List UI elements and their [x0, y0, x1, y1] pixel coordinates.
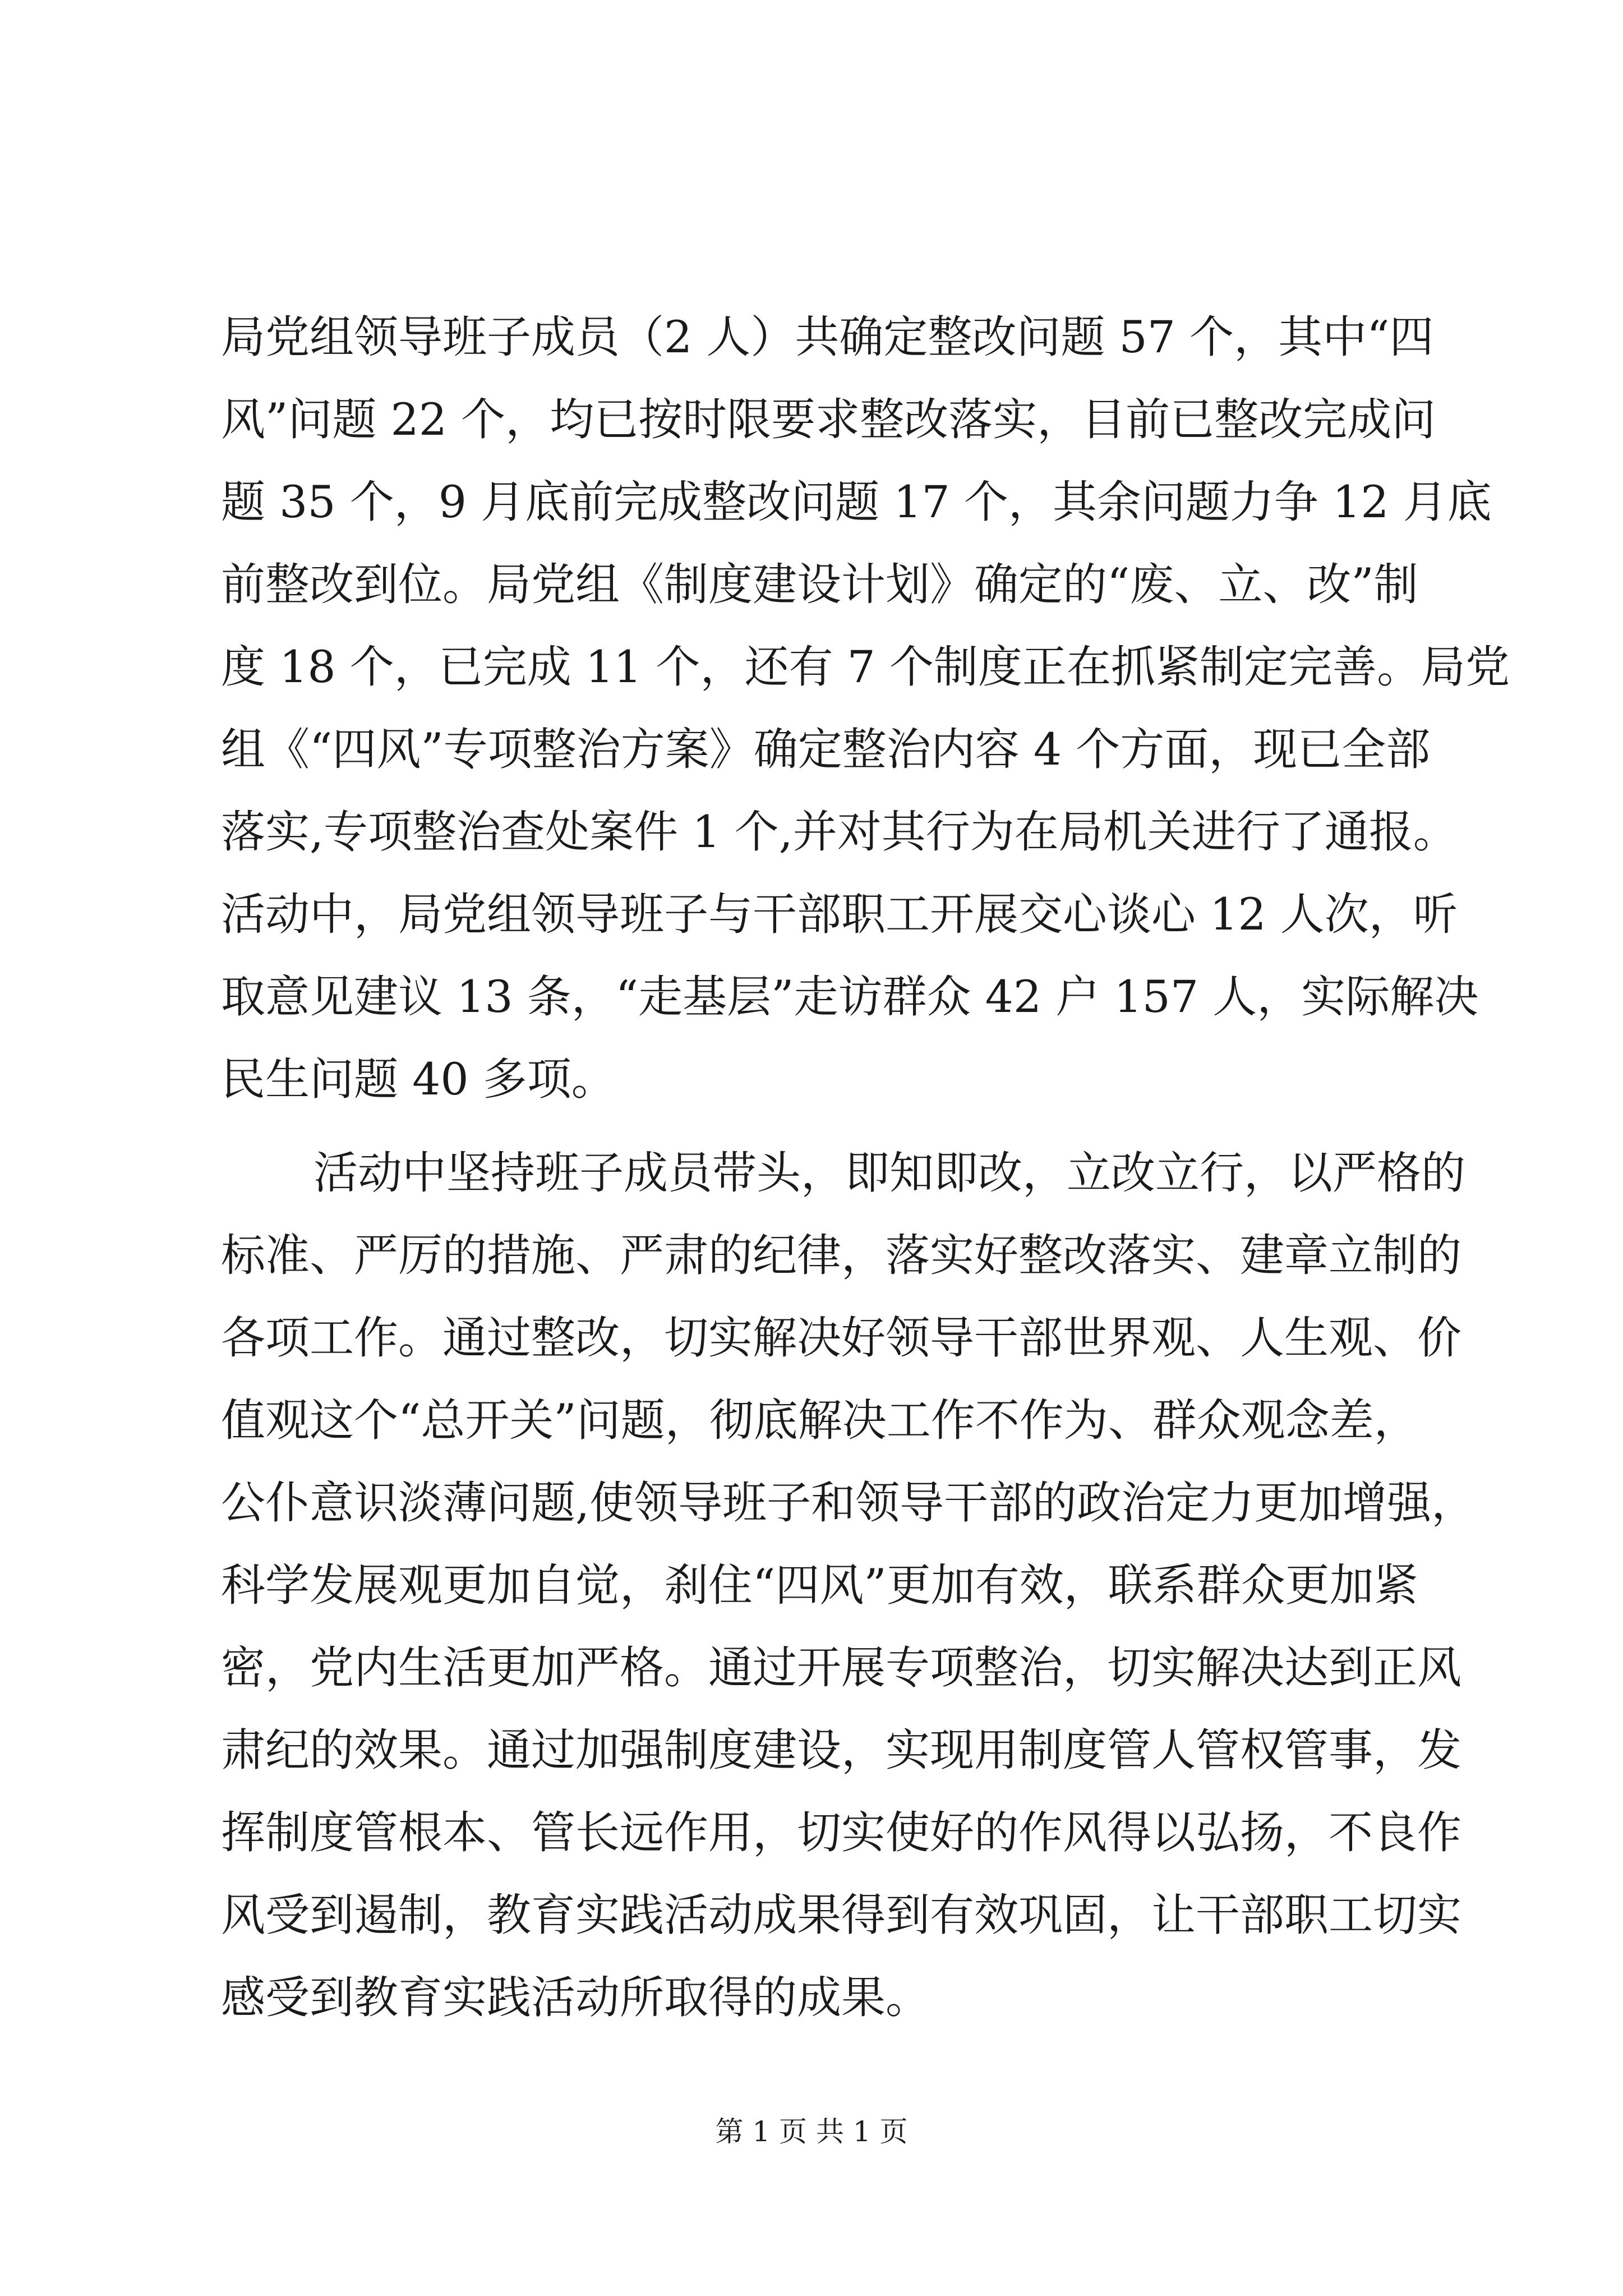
page-number-footer: 第 1 页 共 1 页 [715, 2115, 908, 2148]
text-line: 取意见建议 13 条，“走基层”走访群众 42 户 157 人，实际解决 [221, 971, 1479, 1023]
text-line: 标准、严厉的措施、严肃的纪律，落实好整改落实、建章立制的 [221, 1230, 1461, 1281]
text-line: 科学发展观更加自觉，刹住“四风”更加有效，联系群众更加紧 [221, 1559, 1418, 1611]
text-line: 题 35 个，9 月底前完成整改问题 17 个，其余问题力争 12 月底 [221, 476, 1492, 528]
text-line: 风”问题 22 个，均已按时限要求整改落实，目前已整改完成问 [221, 394, 1436, 445]
text-line: 公仆意识淡薄问题,使领导班子和领导干部的政治定力更加增强， [221, 1477, 1476, 1529]
text-line: 值观这个“总开关”问题，彻底解决工作不作为、群众观念差， [221, 1395, 1418, 1446]
text-line: 活动中坚持班子成员带头，即知即改，立改立行，以严格的 [313, 1147, 1465, 1199]
text-line: 各项工作。通过整改，切实解决好领导干部世界观、人生观、价 [221, 1312, 1461, 1364]
paragraph-1 [221, 296, 1510, 1121]
text-line: 组《“四风”专项整治方案》确定整治内容 4 个方面，现已全部 [221, 724, 1431, 775]
text-line: 前整改到位。局党组《制度建设计划》确定的“废、立、改”制 [221, 559, 1418, 610]
text-line: 感受到教育实践活动所取得的成果。 [221, 1972, 930, 2023]
text-line: 局党组领导班子成员（2 人）共确定整改问题 57 个，其中“四 [221, 311, 1434, 363]
text-line: 挥制度管根本、管长远作用，切实使好的作风得以弘扬，不良作 [221, 1807, 1461, 1858]
text-line: 肃纪的效果。通过加强制度建设，实现用制度管人管权管事，发 [221, 1724, 1461, 1776]
text-line: 民生问题 40 多项。 [221, 1053, 616, 1105]
paragraph-spacer [221, 1121, 1415, 1132]
paragraph-2 [221, 1132, 1476, 2039]
document-body [221, 296, 1510, 2039]
text-line: 活动中，局党组领导班子与干部职工开展交心谈心 12 人次，听 [221, 889, 1458, 940]
text-line: 风受到遏制，教育实践活动成果得到有效巩固，让干部职工切实 [221, 1889, 1461, 1941]
text-line: 度 18 个，已完成 11 个，还有 7 个制度正在抓紧制定完善。局党 [221, 641, 1510, 693]
text-line: 密，党内生活更加严格。通过开展专项整治，切实解决达到正风 [221, 1642, 1461, 1694]
text-line: 落实,专项整治查处案件 1 个,并对其行为在局机关进行了通报。 [221, 806, 1458, 858]
